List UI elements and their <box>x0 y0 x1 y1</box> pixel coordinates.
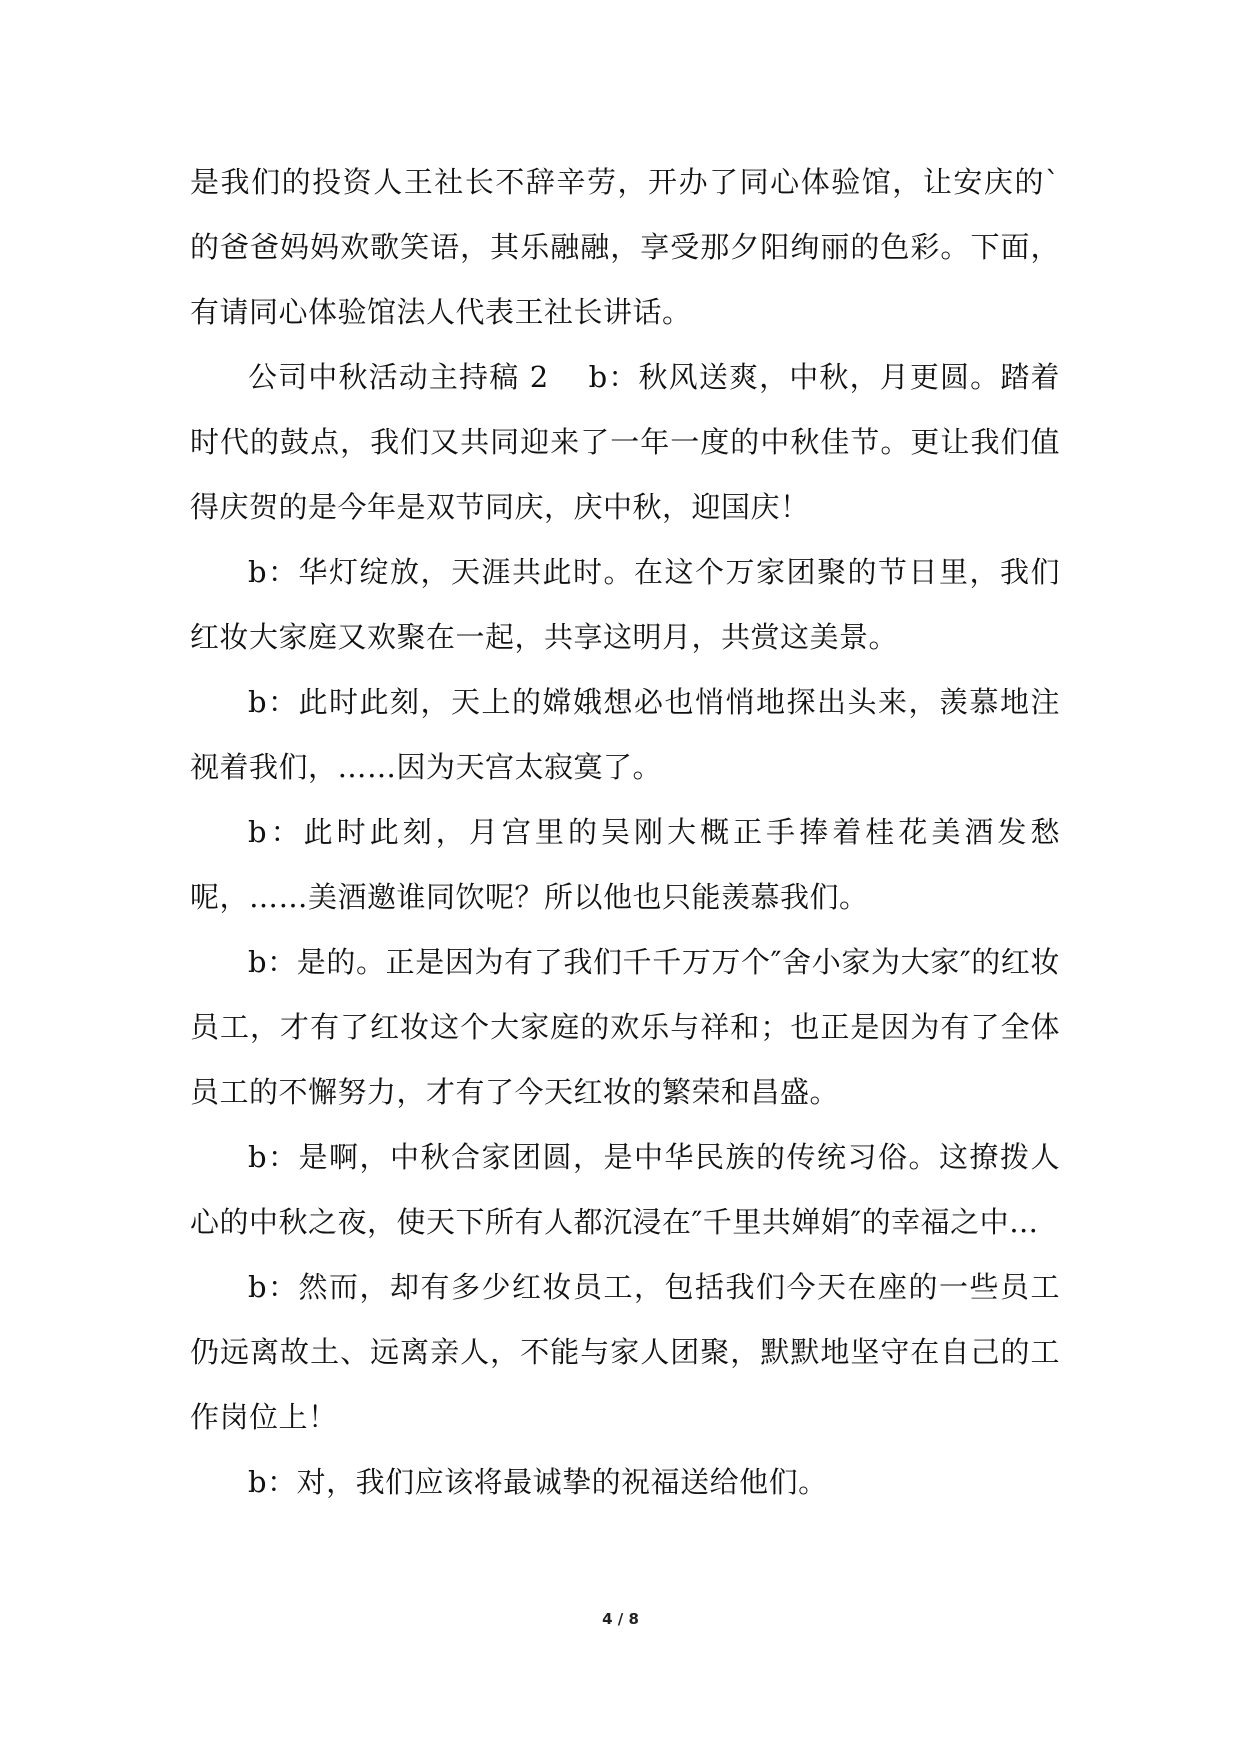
paragraph-2 <box>190 345 1060 540</box>
paragraph-9: b：对，我们应该将最诚挚的祝福送给他们。 <box>248 1465 828 1499</box>
paragraph-6: b：是的。正是因为有了我们千千万万个″舍小家为大家″的红妆员工，才有了红妆这个大家庭的欢乐与祥和；也正是因为有了全体员工的不懈努力，才有了今天红妆的繁荣和昌盛。 <box>190 945 1060 1109</box>
paragraph-4: b：此时此刻，天上的嫦娥想必也悄悄地探出头来，羡慕地注视着我们，……因为天宫太寂寞了。 <box>190 685 1060 784</box>
section-heading: 公司中秋活动主持稿 2 <box>248 360 549 394</box>
page-number: 4 / 8 <box>602 1610 639 1628</box>
paragraph-1: 是我们的投资人王社长不辞辛劳，开办了同心体验馆，让安庆的`的爸爸妈妈欢歌笑语，其乐融融，享受那夕阳绚丽的色彩。下面，有请同心体验馆法人代表王社长讲话。 <box>190 165 1060 329</box>
paragraph-3: b：华灯绽放，天涯共此时。在这个万家团聚的节日里，我们红妆大家庭又欢聚在一起，共享这明月，共赏这美景。 <box>190 555 1060 654</box>
paragraph-7: b：是啊，中秋合家团圆，是中华民族的传统习俗。这撩拨人心的中秋之夜，使天下所有人都沉浸在″千里共婵娟″的幸福之中… <box>190 1140 1060 1239</box>
paragraph-8: b：然而，却有多少红妆员工，包括我们今天在座的一些员工仍远离故土、远离亲人，不能与家人团聚，默默地坚守在自己的工作岗位上！ <box>190 1270 1060 1434</box>
paragraph-2-text: b：秋风送爽，中秋，月更圆。踏着时代的鼓点，我们又共同迎来了一年一度的中秋佳节。更让我们值得庆贺的是今年是双节同庆，庆中秋，迎国庆！ <box>190 360 1060 524</box>
document-body <box>190 150 1060 1515</box>
paragraph-5: b：此时此刻，月宫里的吴刚大概正手捧着桂花美酒发愁呢，……美酒邀谁同饮呢？所以他也只能羡慕我们。 <box>190 815 1060 914</box>
